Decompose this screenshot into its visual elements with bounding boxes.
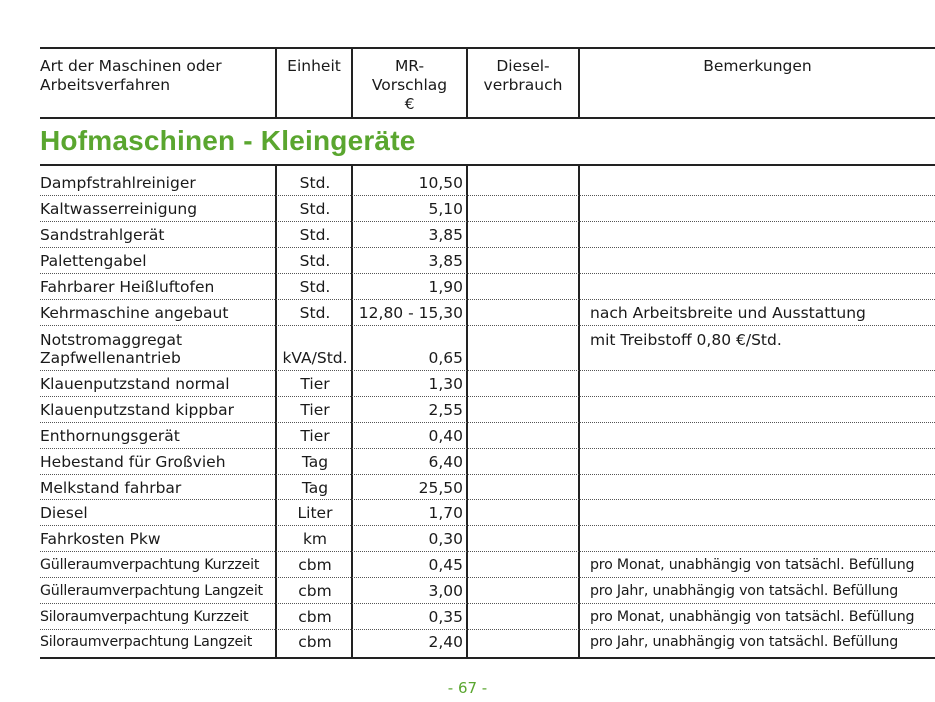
row-name: Gülleraumverpachtung Kurzzeit	[40, 557, 260, 573]
section-rule	[40, 164, 935, 166]
header-unit: Einheit	[287, 57, 341, 75]
row-unit: cbm	[298, 608, 332, 626]
row-price: 3,85	[428, 226, 463, 244]
row-unit: Tier	[300, 375, 330, 393]
row-price: 5,10	[428, 200, 463, 218]
table-row	[40, 169, 935, 196]
table-row	[40, 299, 935, 326]
row-unit: cbm	[298, 556, 332, 574]
table-row	[40, 499, 935, 526]
row-remark: nach Arbeitsbreite und Ausstattung	[590, 304, 866, 322]
row-name: Klauenputzstand normal	[40, 375, 230, 393]
table-row	[40, 629, 935, 656]
row-remark: mit Treibstoff 0,80 €/Std.	[590, 331, 782, 349]
row-unit: Liter	[297, 504, 333, 522]
table-top-rule	[40, 47, 935, 49]
row-name: Enthornungsgerät	[40, 427, 180, 445]
row-name: Fahrbarer Heißluftofen	[40, 278, 215, 296]
row-unit: Tier	[300, 401, 330, 419]
row-name: Fahrkosten Pkw	[40, 530, 161, 548]
row-price: 0,45	[428, 556, 463, 574]
row-price: 3,85	[428, 252, 463, 270]
row-unit: cbm	[298, 582, 332, 600]
table-row	[40, 396, 935, 423]
row-unit: kVA/Std.	[282, 349, 348, 367]
row-unit: Std.	[299, 226, 331, 244]
row-name: Notstromaggregat Zapfwellenantrieb	[40, 331, 183, 367]
row-price: 1,30	[428, 375, 463, 393]
row-name: Gülleraumverpachtung Langzeit	[40, 583, 263, 599]
row-unit: Std.	[299, 304, 331, 322]
row-unit: Std.	[299, 252, 331, 270]
row-price: 25,50	[418, 479, 463, 497]
table-row	[40, 221, 935, 248]
header-machine-type: Art der Maschinen oder Arbeitsverfahren	[40, 57, 222, 94]
row-remark: pro Jahr, unabhängig von tatsächl. Befüllung	[590, 583, 899, 599]
row-unit: Std.	[299, 174, 331, 192]
header-mr-proposal: MR- Vorschlag €	[371, 57, 448, 113]
row-name: Klauenputzstand kippbar	[40, 401, 234, 419]
header-remarks: Bemerkungen	[703, 57, 812, 75]
row-name: Sandstrahlgerät	[40, 226, 165, 244]
row-price: 0,30	[428, 530, 463, 548]
table-row	[40, 577, 935, 604]
row-name: Siloraumverpachtung Kurzzeit	[40, 609, 249, 625]
row-price: 3,00	[428, 582, 463, 600]
row-unit: Tier	[300, 427, 330, 445]
row-name: Kaltwasserreinigung	[40, 200, 198, 218]
table-row	[40, 474, 935, 500]
row-unit: km	[302, 530, 328, 548]
row-price: 1,90	[428, 278, 463, 296]
row-remark: pro Monat, unabhängig von tatsächl. Befüllung	[590, 557, 915, 573]
row-unit: Std.	[299, 278, 331, 296]
row-unit: Std.	[299, 200, 331, 218]
row-name: Hebestand für Großvieh	[40, 453, 226, 471]
row-remark: pro Monat, unabhängig von tatsächl. Befüllung	[590, 609, 915, 625]
row-name: Siloraumverpachtung Langzeit	[40, 634, 253, 650]
row-unit: Tag	[301, 453, 329, 471]
table-row	[40, 551, 935, 578]
row-price: 0,35	[428, 608, 463, 626]
row-name: Kehrmaschine angebaut	[40, 304, 229, 322]
row-unit: cbm	[298, 633, 332, 651]
section-title: Hofmaschinen - Kleingeräte	[40, 125, 416, 156]
row-name: Melkstand fahrbar	[40, 479, 182, 497]
row-remark: pro Jahr, unabhängig von tatsächl. Befüllung	[590, 634, 899, 650]
table-row	[40, 325, 935, 371]
row-name: Dampfstrahlreiniger	[40, 174, 196, 192]
row-price: 0,65	[428, 349, 463, 367]
row-price: 12,80 - 15,30	[358, 304, 463, 322]
row-price: 2,40	[428, 633, 463, 651]
header-bottom-rule	[40, 117, 935, 119]
row-name: Palettengabel	[40, 252, 147, 270]
table-row	[40, 273, 935, 300]
table-row	[40, 603, 935, 630]
table-bottom-rule	[40, 657, 935, 659]
row-price: 0,40	[428, 427, 463, 445]
page-number: - 67 -	[447, 679, 488, 697]
row-price: 1,70	[428, 504, 463, 522]
row-unit: Tag	[301, 479, 329, 497]
header-diesel: Diesel- verbrauch	[483, 57, 563, 94]
row-name: Diesel	[40, 504, 88, 522]
row-price: 2,55	[428, 401, 463, 419]
table-row	[40, 422, 935, 449]
row-price: 10,50	[418, 174, 463, 192]
table-row	[40, 525, 935, 552]
table-row	[40, 448, 935, 475]
table-row	[40, 195, 935, 222]
row-price: 6,40	[428, 453, 463, 471]
table-row	[40, 370, 935, 397]
table-row	[40, 247, 935, 274]
